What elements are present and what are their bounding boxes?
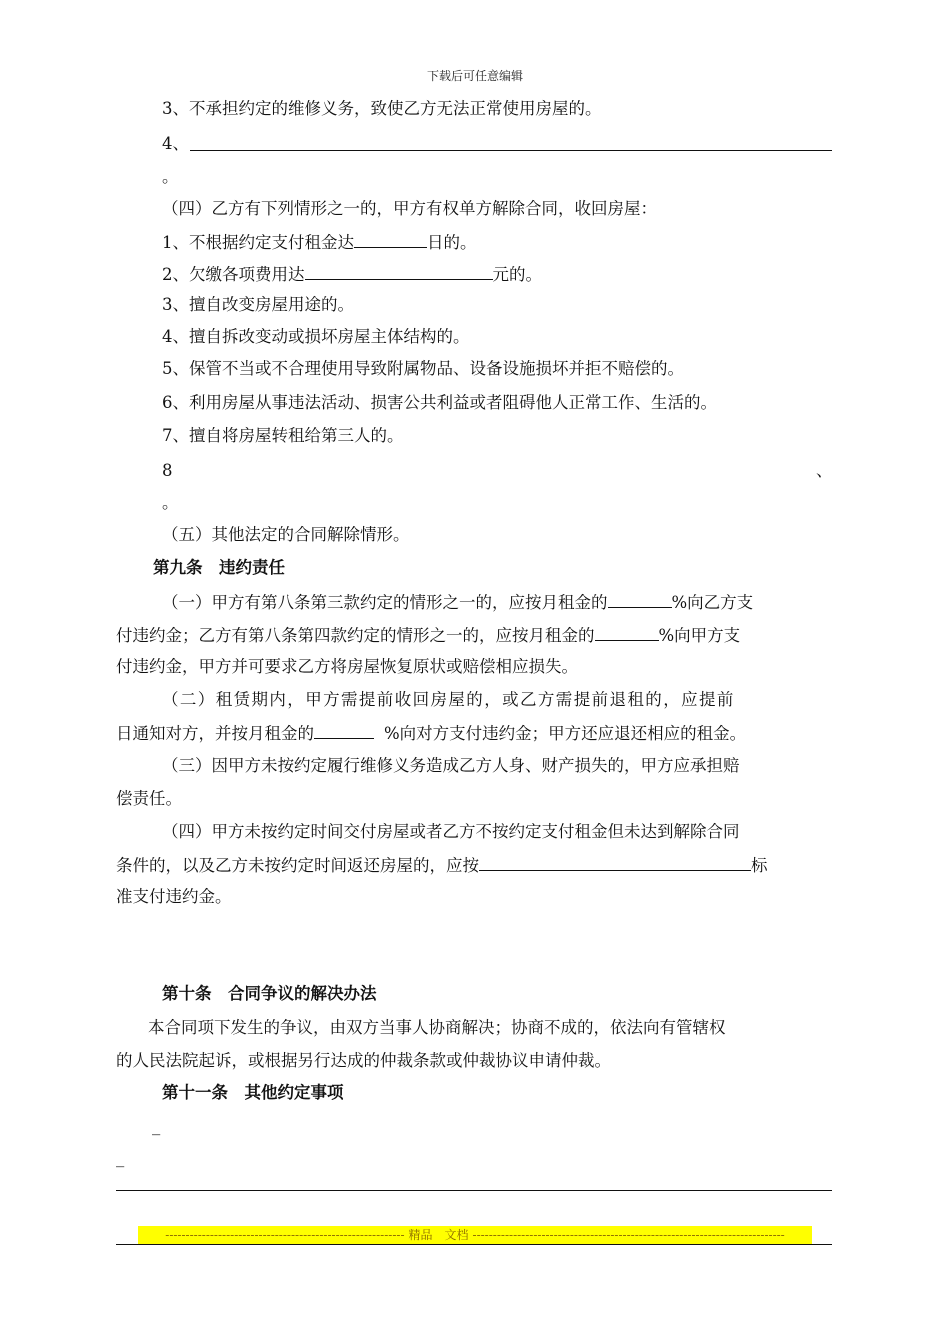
fill-blank	[595, 623, 659, 641]
footer-dashes-right: -----------------------------------------------------------------------------	[472, 1228, 785, 1242]
text-line	[162, 590, 753, 614]
text-line: 5、保管不当或不合理使用导致附属物品、设备设施损坏并拒不赔偿的。	[162, 359, 684, 378]
text-line	[116, 853, 768, 877]
text-line: 3、不承担约定的维修义务，致使乙方无法正常使用房屋的。	[162, 99, 602, 118]
text-line: 4、擅自拆改变动或损坏房屋主体结构的。	[162, 327, 470, 346]
text-line: 准支付违约金。	[116, 887, 232, 906]
text-segment: %向对方支付违约金；甲方还应退还相应的租金。	[384, 724, 747, 743]
text-line: 3、擅自改变房屋用途的。	[162, 295, 354, 314]
text-segment: （一）甲方有第八条第三款约定的情形之一的，应按月租金的	[162, 593, 608, 612]
footer-banner	[138, 1226, 812, 1244]
text-line: 付违约金，甲方并可要求乙方将房屋恢复原状或赔偿相应损失。	[116, 657, 578, 676]
text-line: 7、擅自将房屋转租给第三人的。	[162, 426, 404, 445]
article-9-heading: 第九条 违约责任	[153, 558, 285, 577]
text-segment: 1、不根据约定支付租金达	[162, 233, 354, 252]
fill-blank	[305, 262, 493, 280]
page-header: 下载后可任意编辑	[426, 69, 523, 83]
text-line: _	[116, 1148, 125, 1167]
text-line: 的人民法院起诉，或根据另行达成的仲裁条款或仲裁协议申请仲裁。	[116, 1051, 611, 1070]
fill-blank-line	[116, 1190, 832, 1191]
text-line: 。	[162, 167, 179, 186]
text-line: （二）租赁期内，甲方需提前收回房屋的，或乙方需提前退租的，应提前	[162, 690, 735, 709]
fill-blank	[608, 590, 672, 608]
line-prefix: 4、	[162, 134, 189, 153]
text-line: 、	[816, 461, 833, 480]
footer-dashes-left: -----------------------------------------------------------	[165, 1228, 405, 1242]
fill-blank-line	[190, 150, 832, 151]
text-line: 6、利用房屋从事违法活动、损害公共利益或者阻碍他人正常工作、生活的。	[162, 393, 717, 412]
text-line	[162, 230, 477, 254]
fill-blank	[314, 721, 374, 739]
text-line: 偿责任。	[116, 789, 182, 808]
text-line: （三）因甲方未按约定履行维修义务造成乙方人身、财产损失的，甲方应承担赔	[162, 756, 740, 775]
text-line	[162, 133, 189, 155]
text-segment: %向乙方支	[671, 593, 754, 612]
text-segment: 元的。	[492, 265, 542, 284]
text-segment: 条件的，以及乙方未按约定时间返还房屋的，应按	[116, 856, 479, 875]
text-segment: 日通知对方，并按月租金的	[116, 724, 314, 743]
text-segment: %向甲方支	[658, 626, 741, 645]
footer-text: 精品 文档	[408, 1228, 469, 1242]
footer-rule	[116, 1244, 832, 1245]
text-line	[162, 262, 542, 286]
text-segment: 2、欠缴各项费用达	[162, 265, 305, 284]
text-line: 本合同项下发生的争议，由双方当事人协商解决；协商不成的，依法向有管辖权	[148, 1018, 726, 1037]
text-line: 8	[162, 461, 173, 480]
text-line	[116, 721, 746, 745]
text-line: （五）其他法定的合同解除情形。	[162, 525, 410, 544]
text-line: 。	[162, 493, 179, 512]
fill-blank	[479, 853, 751, 871]
text-segment: 标	[751, 856, 768, 875]
text-line: _	[152, 1116, 161, 1135]
text-segment: 日的。	[427, 233, 477, 252]
text-line: （四）甲方未按约定时间交付房屋或者乙方不按约定支付租金但未达到解除合同	[162, 822, 740, 841]
text-line	[116, 623, 740, 647]
text-segment: 付违约金；乙方有第八条第四款约定的情形之一的，应按月租金的	[116, 626, 595, 645]
article-11-heading: 第十一条 其他约定事项	[162, 1083, 344, 1102]
text-line: （四）乙方有下列情形之一的，甲方有权单方解除合同，收回房屋：	[162, 199, 657, 218]
article-10-heading: 第十条 合同争议的解决办法	[162, 984, 377, 1003]
fill-blank	[354, 230, 427, 248]
